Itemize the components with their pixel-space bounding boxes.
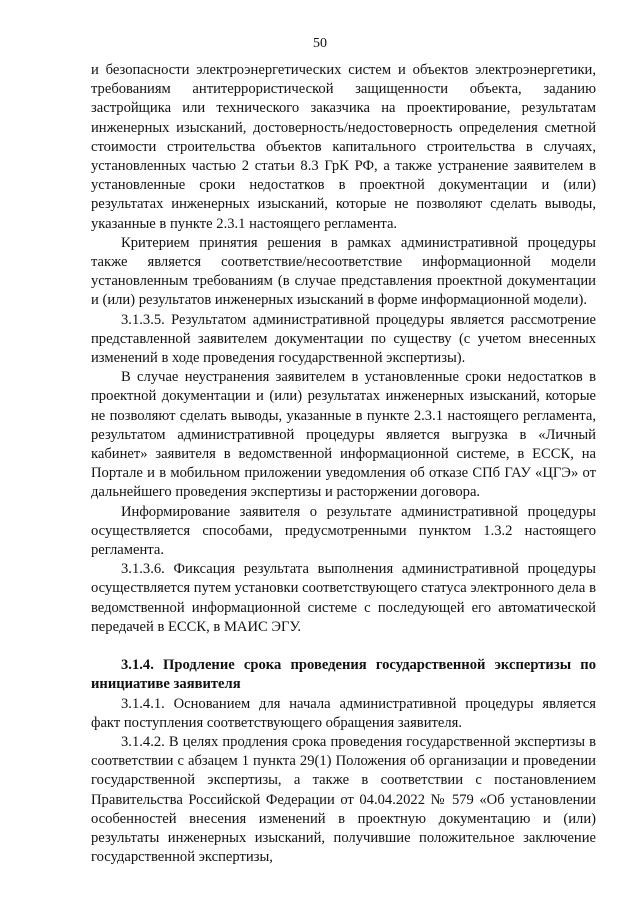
paragraph-3-1-3-6: 3.1.3.6. Фиксация результата выполнения административной процедуры осуществляется путем установки соответствующего статуса электронного дела в ведомственной информационной системе с последующей его автоматической передачей в ЕССК, в МАИС ЭГУ. [91, 561, 596, 635]
paragraph-3-1-3-5: 3.1.3.5. Результатом административной процедуры является рассмотрение представленной заявителем документации по существу (с учетом внесенных изменений в ходе проведения государственной экспертизы). [91, 311, 596, 367]
document-body [91, 61, 596, 867]
paragraph-continuation: и безопасности электроэнергетических систем и объектов электроэнергетики, требованиям антитеррористической защищенности объекта, заданию застройщика или технического заказчика на проектирование, результатам инженерных изысканий, достоверность/недостоверность определения сметной стоимости строительства объектов капитального строительства в случаях, установленных частью 2 статьи 8.3 ГрК РФ, а также устранение заявителем в установленные сроки недостатков в проектной документации и (или) результатах инженерных изысканий, которые не позволяют сделать выводы, указанные в пункте 2.3.1 настоящего регламента. [91, 62, 596, 232]
paragraph-3-1-4-1: 3.1.4.1. Основанием для начала административной процедуры является факт поступления соответствующего обращения заявителя. [91, 695, 596, 731]
paragraph-informing: Информирование заявителя о результате административной процедуры осуществляется способами, предусмотренными пунктом 1.3.2 настоящего регламента. [91, 503, 596, 559]
paragraph-3-1-4-2: 3.1.4.2. В целях продления срока проведения государственной экспертизы в соответствии с абзацем 1 пункта 29(1) Положения об организации и проведении государственной экспертизы, а также в соответствии с постановлением Правительства Российской Федерации от 04.04.2022 № 579 «Об установлении особенностей внесения изменений в проектную документацию и (или) результаты инженерных изысканий, получившие положительное заключение государственной экспертизы, [91, 733, 596, 866]
paragraph-decision-criterion: Критерием принятия решения в рамках административной процедуры также является соответствие/несоответствие информационной модели установленным требованиям (в случае представления проектной документации и (или) результатов инженерных изысканий в форме информационной модели). [91, 234, 596, 309]
section-heading-3-1-4: 3.1.4. Продление срока проведения государственной экспертизы по инициативе заявителя [91, 657, 596, 693]
page-number: 50 [313, 36, 327, 51]
paragraph-non-elimination: В случае неустранения заявителем в установленные сроки недостатков в проектной документации и (или) результатах инженерных изысканий, которые не позволяют сделать выводы, указанные в пункте 2.3.1 настоящего регламента, результатом административной процедуры является выгрузка в «Личный кабинет» заявителя в ведомственной информационной системе, в ЕССК, на Портале и в мобильном приложении уведомления об отказе СПб ГАУ «ЦГЭ» от дальнейшего проведения экспертизы и расторжении договора. [91, 369, 596, 501]
